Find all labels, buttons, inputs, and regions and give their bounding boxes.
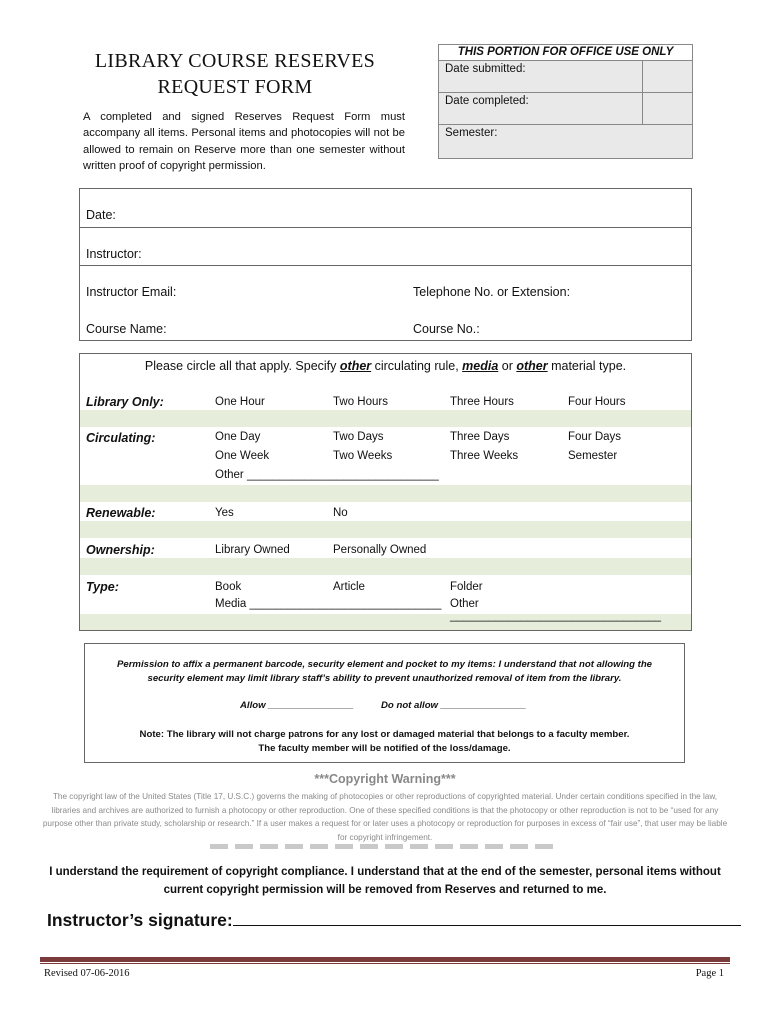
email-phone-row[interactable] — [80, 265, 691, 303]
copyright-warning-title: ***Copyright Warning*** — [314, 772, 456, 786]
ownership-label: Ownership: — [86, 543, 155, 557]
option-three-hours[interactable]: Three Hours — [450, 396, 514, 408]
date-field[interactable] — [80, 189, 691, 227]
option-personally-owned[interactable]: Personally Owned — [333, 544, 427, 556]
library-only-label: Library Only: — [86, 395, 164, 409]
row-band — [80, 485, 691, 502]
course-row[interactable] — [80, 303, 691, 341]
signature-field[interactable] — [233, 910, 741, 926]
allow-field[interactable]: Allow ________________ — [240, 700, 354, 711]
option-other-type[interactable]: Other _________________________________ — [450, 598, 662, 622]
instructor-email-label: Instructor Email: — [86, 285, 177, 299]
option-other-circulating[interactable]: Other ______________________________ — [215, 469, 439, 481]
form-title-line2: REQUEST FORM — [157, 76, 313, 98]
option-media[interactable]: Media ______________________________ — [215, 598, 442, 610]
option-three-days[interactable]: Three Days — [450, 431, 510, 443]
footer-rule-thin — [40, 963, 730, 964]
office-date-submitted-row — [439, 61, 692, 93]
acknowledgement-line2: current copyright permission will be removed from Reserves and returned to me. — [163, 883, 607, 896]
footer-rule — [40, 957, 730, 962]
options-heading-mid1: circulating rule, — [371, 359, 463, 373]
office-date-completed-label: Date completed: — [445, 95, 529, 107]
options-heading-media: media — [462, 359, 499, 373]
course-no-label: Course No.: — [413, 322, 480, 336]
option-one-week[interactable]: One Week — [215, 450, 270, 462]
decorative-divider — [210, 844, 560, 849]
form-title — [60, 48, 410, 100]
office-use-box — [438, 44, 693, 159]
office-date-completed-row — [439, 93, 692, 125]
permission-note-line1: Note: The library will not charge patrons for any lost or damaged material that belongs to a faculty member. — [139, 729, 630, 740]
option-four-days[interactable]: Four Days — [568, 431, 622, 443]
option-library-owned[interactable]: Library Owned — [215, 544, 290, 556]
signature-row — [47, 910, 741, 931]
permission-box — [84, 643, 685, 763]
option-four-hours[interactable]: Four Hours — [568, 396, 626, 408]
options-heading-post: material type. — [547, 359, 627, 373]
option-folder[interactable]: Folder — [450, 581, 483, 593]
option-article[interactable]: Article — [333, 581, 365, 593]
option-yes[interactable]: Yes — [215, 507, 234, 519]
permission-note — [85, 728, 684, 756]
option-three-weeks[interactable]: Three Weeks — [450, 450, 519, 462]
acknowledgement-line1: I understand the requirement of copyright compliance. I understand that at the end of the semester, personal items without — [49, 866, 721, 878]
options-heading-mid2: or — [498, 359, 517, 373]
option-semester[interactable]: Semester — [568, 450, 618, 462]
type-label: Type: — [86, 580, 119, 594]
option-one-day[interactable]: One Day — [215, 431, 261, 443]
do-not-allow-field[interactable]: Do not allow ________________ — [381, 700, 527, 711]
permission-text: Permission to affix a permanent barcode, security element and pocket to my items: I understand that not allowing the security element may limit library staff’s ability to prevent unauthorized removal of item from the library. — [116, 659, 653, 684]
office-use-header: THIS PORTION FOR OFFICE USE ONLY — [439, 45, 692, 61]
option-one-hour[interactable]: One Hour — [215, 396, 265, 408]
option-no[interactable]: No — [333, 507, 348, 519]
course-name-label: Course Name: — [86, 322, 167, 336]
permission-note-line2: The faculty member will be notified of the loss/damage. — [258, 743, 511, 754]
options-heading-pre: Please circle all that apply. Specify — [144, 359, 340, 373]
office-date-completed-field[interactable] — [642, 93, 692, 124]
instructor-info-box — [79, 188, 692, 341]
row-band — [80, 410, 691, 427]
option-book[interactable]: Book — [215, 581, 242, 593]
renewable-label: Renewable: — [86, 506, 156, 520]
page-number: Page 1 — [695, 968, 724, 979]
telephone-label: Telephone No. or Extension: — [413, 285, 571, 299]
options-heading-other2: other — [516, 359, 548, 373]
circulation-options-box — [79, 353, 692, 631]
revised-date: Revised 07-06-2016 — [44, 968, 130, 979]
option-two-days[interactable]: Two Days — [333, 431, 384, 443]
date-label: Date: — [86, 208, 116, 222]
row-band — [80, 558, 691, 575]
copyright-warning-text: The copyright law of the United States (Title 17, U.S.C.) governs the making of photocopies or other reproductions of copyrighted material. Under certain conditions specified in the law, libraries and archives are authorized to furnish a photocopy or other reproduction. One of these specified conditions is that the photocopy or other reproduction is not to be “used for any purpose other than private study, scholarship or research.” If a user makes a request for or later uses a photocopy or reproduction for purposes in excess of “fair use”, that user may be liable for copyright infringement. — [42, 792, 728, 842]
office-semester-label: Semester: — [445, 127, 498, 139]
circulating-label: Circulating: — [86, 431, 156, 445]
instructor-field[interactable] — [80, 227, 691, 265]
row-band — [80, 521, 691, 538]
options-heading — [80, 359, 691, 373]
office-date-submitted-field[interactable] — [642, 61, 692, 92]
intro-text: A completed and signed Reserves Request Form must accompany all items. Personal items and photocopies will not be allowed to remain on Reserve more than one semester without written proof of copyright permission. — [83, 111, 405, 173]
form-title-line1: LIBRARY COURSE RESERVES — [94, 50, 376, 72]
option-two-weeks[interactable]: Two Weeks — [333, 450, 393, 462]
office-semester-row[interactable] — [439, 125, 692, 157]
acknowledgement-text — [40, 864, 730, 899]
signature-label: Instructor’s signature: — [47, 910, 233, 930]
instructor-label: Instructor: — [86, 247, 142, 261]
options-heading-other: other — [339, 359, 372, 373]
office-date-submitted-label: Date submitted: — [445, 63, 526, 75]
option-two-hours[interactable]: Two Hours — [333, 396, 388, 408]
